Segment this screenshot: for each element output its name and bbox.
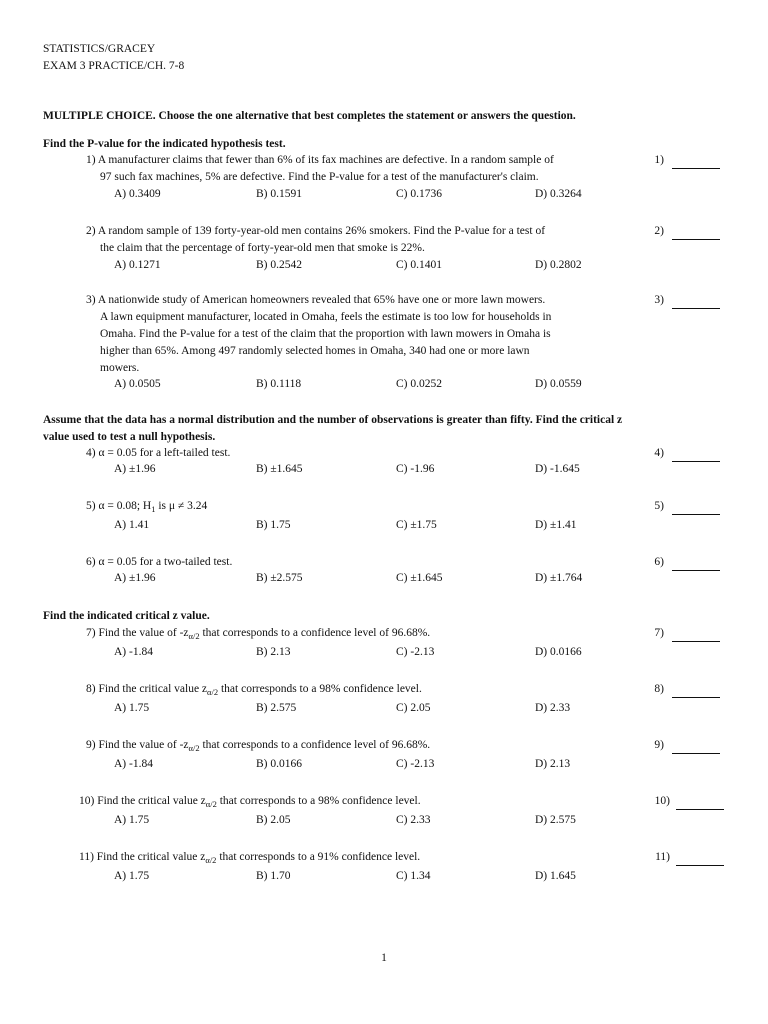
question-text-line: 2) A random sample of 139 forty-year-old men contains 26% smokers. Find the P-value for a test of xyxy=(86,225,546,237)
section-heading-pvalue: Find the P-value for the indicated hypothesis test. xyxy=(43,138,286,150)
option-a: A) 1.75 xyxy=(114,870,150,882)
question-text-line: 1) A manufacturer claims that fewer than 6% of its fax machines are defective. In a random sample of xyxy=(86,154,554,166)
answer-label: 5) xyxy=(654,500,664,512)
question-text-line: 11) Find the critical value $z_{\alpha/2}$ that corresponds to a 91% confidence level. xyxy=(79,851,421,865)
answer-blank[interactable] xyxy=(672,226,720,240)
section-heading-critical-z: Assume that the data has a normal distribution and the number of observations is greater than fifty. Find the critical z xyxy=(43,414,623,426)
section-heading-critical-z-cont: value used to test a null hypothesis. xyxy=(43,431,216,443)
question-text-line: 6) α = 0.05 for a two-tailed test. xyxy=(86,556,233,568)
question-text-line: A lawn equipment manufacturer, located in Omaha, feels the estimate is too low for households in xyxy=(100,311,552,323)
question-text-line: 10) Find the critical value $z_{\alpha/2}$ that corresponds to a 98% confidence level. xyxy=(79,795,421,809)
question-text-line: 8) Find the critical value $z_{\alpha/2}$ that corresponds to a 98% confidence level. xyxy=(86,683,422,697)
answer-blank[interactable] xyxy=(676,852,724,866)
option-c: C) 2.33 xyxy=(396,814,431,826)
option-c: C) -1.96 xyxy=(396,463,435,475)
option-a: A) 1.41 xyxy=(114,519,150,531)
option-a: A) -1.84 xyxy=(114,758,153,770)
answer-blank[interactable] xyxy=(672,684,720,698)
answer-label: 10) xyxy=(654,795,670,807)
question-text-line: higher than 65%. Among 497 randomly selected homes in Omaha, 340 had one or more lawn xyxy=(100,345,530,357)
option-d: D) 1.645 xyxy=(535,870,576,882)
option-d: D) 2.575 xyxy=(535,814,576,826)
option-d: D) ±1.41 xyxy=(535,519,577,531)
option-b: B) 2.575 xyxy=(256,702,297,714)
course-title: STATISTICS/GRACEY xyxy=(43,43,156,55)
option-c: C) -2.13 xyxy=(396,758,435,770)
option-c: C) ±1.645 xyxy=(396,572,443,584)
option-a: A) 0.0505 xyxy=(114,378,161,390)
answer-label: 2) xyxy=(654,225,664,237)
option-d: D) 0.0166 xyxy=(535,646,582,658)
answer-label: 9) xyxy=(654,739,664,751)
answer-blank[interactable] xyxy=(672,628,720,642)
option-c: C) 1.34 xyxy=(396,870,431,882)
option-b: B) 2.05 xyxy=(256,814,291,826)
answer-label: 3) xyxy=(654,294,664,306)
option-c: C) 0.0252 xyxy=(396,378,442,390)
question-text-line: the claim that the percentage of forty-year-old men that smoke is 22%. xyxy=(100,242,425,254)
section-heading-indicated-z: Find the indicated critical z value. xyxy=(43,610,210,622)
answer-label: 6) xyxy=(654,556,664,568)
answer-blank[interactable] xyxy=(672,557,720,571)
option-c: C) 0.1401 xyxy=(396,259,442,271)
option-d: D) 0.3264 xyxy=(535,188,582,200)
option-d: D) 2.33 xyxy=(535,702,571,714)
option-d: D) -1.645 xyxy=(535,463,580,475)
question-text-line: Omaha. Find the P-value for a test of the claim that the proportion with lawn mowers in Omaha is xyxy=(100,328,551,340)
option-b: B) 0.2542 xyxy=(256,259,302,271)
option-b: B) 1.75 xyxy=(256,519,291,531)
question-text-line: 9) Find the value of $-z_{\alpha/2}$ that corresponds to a confidence level of 96.68%. xyxy=(86,739,431,753)
option-b: B) 1.70 xyxy=(256,870,291,882)
option-d: D) ±1.764 xyxy=(535,572,583,584)
option-b: B) 0.0166 xyxy=(256,758,302,770)
exam-title: EXAM 3 PRACTICE/CH. 7-8 xyxy=(43,60,185,72)
option-b: B) 0.1591 xyxy=(256,188,302,200)
answer-blank[interactable] xyxy=(672,155,720,169)
option-b: B) 2.13 xyxy=(256,646,291,658)
answer-blank[interactable] xyxy=(672,501,720,515)
option-b: B) 0.1118 xyxy=(256,378,302,390)
question-text-line: 3) A nationwide study of American homeowners revealed that 65% have one or more lawn mowers. xyxy=(86,294,546,306)
option-a: A) 1.75 xyxy=(114,702,150,714)
option-d: D) 2.13 xyxy=(535,758,571,770)
option-a: A) 0.1271 xyxy=(114,259,161,271)
option-c: C) 2.05 xyxy=(396,702,431,714)
instructions: MULTIPLE CHOICE. Choose the one alternative that best completes the statement or answers the question. xyxy=(43,110,576,122)
answer-blank[interactable] xyxy=(676,796,724,810)
question-text-line: 5) α = 0.08; $H_1$ is μ ≠ 3.24 xyxy=(86,500,208,514)
option-b: B) ±1.645 xyxy=(256,463,303,475)
option-c: C) ±1.75 xyxy=(396,519,437,531)
question-text-line: 4) α = 0.05 for a left-tailed test. xyxy=(86,447,231,459)
answer-label: 8) xyxy=(654,683,664,695)
question-text-line: mowers. xyxy=(100,362,140,374)
option-b: B) ±2.575 xyxy=(256,572,303,584)
option-a: A) -1.84 xyxy=(114,646,153,658)
answer-label: 7) xyxy=(654,627,664,639)
answer-label: 4) xyxy=(654,447,664,459)
page-number: 1 xyxy=(381,952,387,964)
question-text-line: 7) Find the value of $-z_{\alpha/2}$ that corresponds to a confidence level of 96.68%. xyxy=(86,627,431,641)
answer-blank[interactable] xyxy=(672,295,720,309)
option-d: D) 0.0559 xyxy=(535,378,582,390)
option-d: D) 0.2802 xyxy=(535,259,582,271)
answer-label: 1) xyxy=(654,154,664,166)
option-a: A) ±1.96 xyxy=(114,572,156,584)
answer-label: 11) xyxy=(655,851,670,863)
option-a: A) 0.3409 xyxy=(114,188,161,200)
option-a: A) ±1.96 xyxy=(114,463,156,475)
answer-blank[interactable] xyxy=(672,740,720,754)
option-c: C) 0.1736 xyxy=(396,188,442,200)
option-a: A) 1.75 xyxy=(114,814,150,826)
answer-blank[interactable] xyxy=(672,448,720,462)
option-c: C) -2.13 xyxy=(396,646,435,658)
question-text-line: 97 such fax machines, 5% are defective. Find the P-value for a test of the manufacturer's claim. xyxy=(100,171,539,183)
